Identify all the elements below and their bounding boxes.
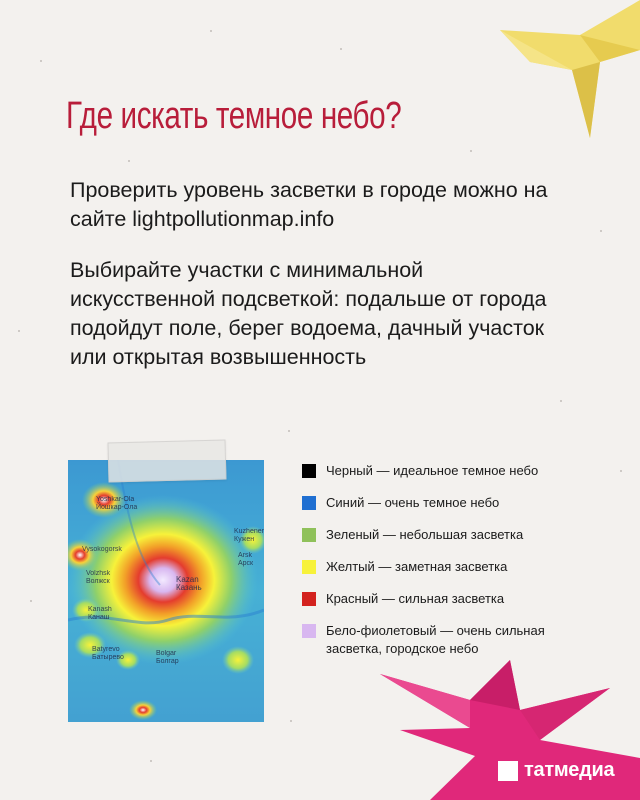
tatmedia-logo: [498, 759, 614, 782]
legend-text: Зеленый — небольшая засветка: [326, 527, 524, 542]
legend-text: Черный — идеальное темное небо: [326, 463, 539, 478]
legend-swatch-blue: [302, 496, 316, 510]
paper-speck: [340, 48, 342, 50]
map-label-kazan: Kazan Казань: [176, 575, 202, 592]
legend-text: Желтый — заметная засветка: [326, 559, 508, 574]
paper-speck: [150, 760, 152, 762]
legend-swatch-yellow: [302, 560, 316, 574]
legend-item-white-violet: [302, 622, 602, 658]
map-label-kanash: Kanash Канаш: [88, 606, 112, 621]
paper-speck: [600, 230, 602, 232]
paper-speck: [288, 430, 290, 432]
legend-item-red: [302, 590, 602, 608]
legend-item-black: [302, 462, 602, 480]
paper-speck: [128, 160, 130, 162]
legend-item-yellow: [302, 558, 602, 576]
legend-item-blue: [302, 494, 602, 512]
tape-strip: [107, 439, 226, 482]
map-label-batyrevo: Batyrevo Батырево: [92, 646, 124, 661]
legend-swatch-green: [302, 528, 316, 542]
paragraph-location-advice: Выбирайте участки с минимальной искусственной подсветкой: подальше от города подойдут поле, берег водоема, дачный участок или открытая возвышенность: [70, 258, 547, 369]
legend-text: Красный — сильная засветка: [326, 591, 505, 606]
paper-speck: [30, 600, 32, 602]
logo-text: татмедиа: [524, 759, 615, 781]
paper-speck: [290, 720, 292, 722]
map-label-vysokogorsk: Vysokogorsk: [82, 546, 122, 553]
map-label-yoshkar-ola: Yoshkar-Ola Йошкар-Ола: [96, 496, 138, 511]
paper-speck: [210, 30, 212, 32]
paper-speck: [620, 470, 622, 472]
paper-speck: [560, 400, 562, 402]
logo-square-icon: [498, 761, 518, 781]
legend-text: Синий — очень темное небо: [326, 495, 500, 510]
legend-swatch-red: [302, 592, 316, 606]
legend-text: Бело-фиолетовый — очень сильная засветка, городское небо: [326, 623, 545, 656]
paper-speck: [18, 330, 20, 332]
paragraph-lightpollution-site: Проверить уровень засветки в городе можно на сайте lightpollutionmap.info: [70, 178, 548, 231]
map-label-volzhsk: Volzhsk Волжск: [86, 570, 111, 585]
page-title: Где искать темное небо?: [66, 95, 402, 137]
yellow-paper-star-decoration: [460, 0, 640, 150]
light-pollution-legend: [302, 462, 602, 672]
map-label-bolgar: Bolgar Болгар: [156, 650, 179, 665]
map-label-arsk: Arsk Арск: [238, 552, 254, 567]
paper-speck: [470, 150, 472, 152]
legend-swatch-white-violet: [302, 624, 316, 638]
paper-speck: [40, 60, 42, 62]
map-label-kuzhener: Kuzhener Кужен: [234, 528, 264, 543]
light-pollution-map: [68, 460, 264, 722]
legend-swatch-black: [302, 464, 316, 478]
legend-item-green: [302, 526, 602, 544]
